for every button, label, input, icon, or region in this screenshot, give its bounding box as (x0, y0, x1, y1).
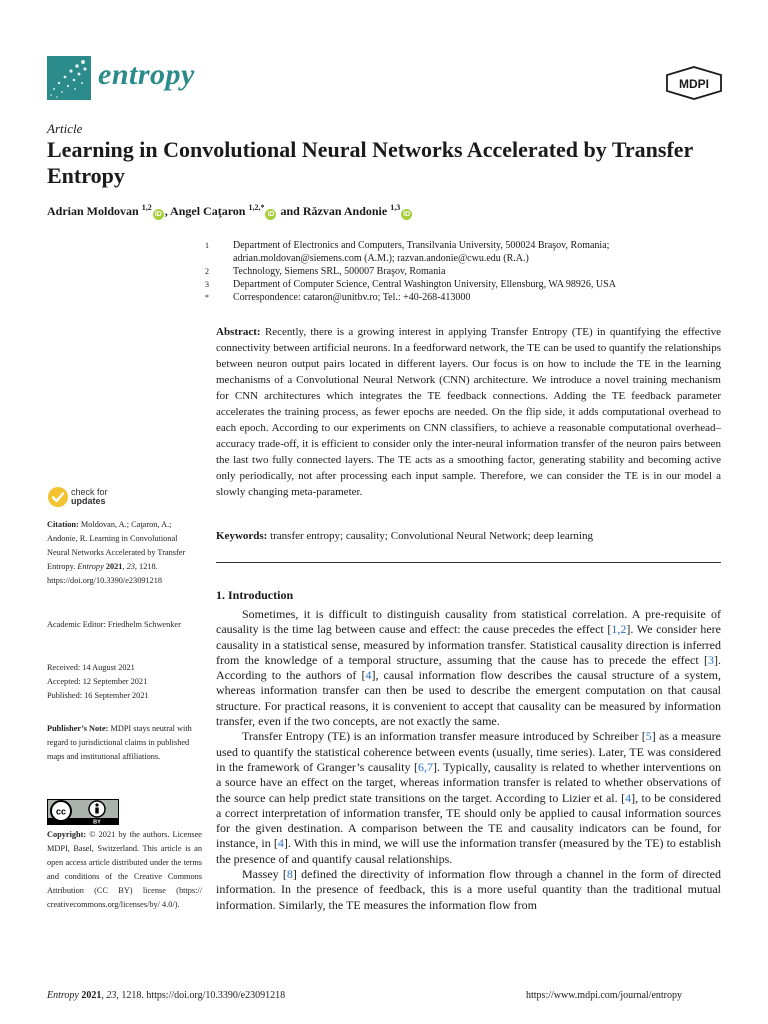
abstract (216, 324, 721, 500)
journal-logo-icon (47, 56, 91, 100)
publisher-name: MDPI (679, 77, 709, 91)
citation-link[interactable]: 1,2 (611, 622, 627, 637)
paragraph (216, 607, 721, 729)
received-date: Received: 14 August 2021 (47, 663, 135, 672)
affiliation-row (205, 265, 725, 278)
paragraph-text: ]. With this in mind, we will use the information transfer (measured by the TE) to establish the presence of and quantify causal relationships. (216, 836, 721, 866)
paragraph-text: Transfer Entropy (TE) is an information transfer measure introduced by Schreiber [ (242, 729, 646, 744)
affiliation-number: 2 (205, 267, 209, 276)
footer-year: 2021 (78, 990, 102, 1001)
orcid-icon[interactable]: iD (154, 211, 162, 218)
affiliation-number: 3 (205, 280, 209, 289)
author-separator: and (277, 204, 303, 218)
article-type: Article (47, 121, 83, 136)
author-separator: , (164, 204, 171, 218)
footer-doi[interactable]: , 1218. https://doi.org/10.3390/e23091218 (116, 990, 286, 1001)
cc-by-label: BY (93, 819, 101, 825)
paragraph-text: ], causal information flow describes the causal structure of a system, whereas information transfer can then be used to describe the emergent computation on that causal structure. For practical reasons, it is convenient to accept that causality can be measured by information transfer, even if the two concepts, are not exactly the same. (216, 668, 721, 729)
citation-link[interactable]: 4 (625, 790, 632, 805)
check-updates-label: check for (71, 487, 108, 497)
section-divider (216, 562, 721, 563)
orcid-icon[interactable]: iD (403, 211, 411, 218)
publisher-note-text: MDPI stays neutral with regard to jurisdictional claims in published maps and institutional affiliations. (47, 724, 192, 761)
mdpi-logo-icon (666, 66, 722, 100)
svg-text:cc: cc (55, 806, 67, 817)
footer-journal: Entropy (47, 990, 79, 1001)
footer-citation (47, 990, 285, 1001)
abstract-text: Recently, there is a growing interest in applying Transfer Entropy (TE) in quantifying the effective connectivity between artificial neurons. In a feedforward network, the TE can be used to quantify the relationships between neuron output pairs located in different layers. Our focus is on how to include the TE in the learning mechanisms of a Convolutional Neural Network (CNN) architecture. We introduce a novel training mechanism for CNN architectures which integrates the TE feedback connections. Adding the TE feedback parameter accelerates the training process, as fewer epochs are needed. On the flip side, it adds computational overhead to each epoch. According to our experiments on CNN classifiers, to achieve a reasonable computational overhead–accuracy trade-off, it is efficient to consider only the inter-neural information transfer of the neuron pairs between the last two fully connected layers. The TE acts as a smoothing factor, generating stability and becoming active only periodically, not after processing each input sample. Therefore, we can consider the TE is in our model a slowly changing meta-parameter. (216, 326, 721, 498)
section-heading: 1. Introduction (216, 588, 294, 602)
introduction-body (216, 607, 721, 913)
copyright-label: Copyright: (47, 830, 87, 839)
affiliation-row (205, 239, 725, 265)
citation-doi[interactable]: , 1218. https://doi.org/10.3390/e23091218 (47, 562, 163, 585)
paragraph-text: Sometimes, it is difficult to distinguish causality from statistical correlation. A pre-requisite of causality is the time lag between cause and effect: the cause precedes the effect [ (216, 607, 721, 637)
paragraph-text: ], to be considered a correct interpretation of information transfer, TE should only be applied to causal information sources for the given destination. A comparison between the TE and causality indicators can be found, for instance, in [ (216, 790, 721, 851)
author-name[interactable]: Răzvan Andonie (302, 204, 388, 218)
affiliation-row (205, 278, 725, 291)
publisher-note (47, 722, 202, 764)
academic-editor: Academic Editor: Friedhelm Schwenker (47, 620, 181, 629)
published-date: Published: 16 September 2021 (47, 691, 149, 700)
check-updates-label: updates (71, 496, 106, 506)
paragraph (216, 729, 721, 867)
citation-year: 2021 (103, 562, 123, 571)
citation-link[interactable]: 5 (645, 729, 652, 744)
publisher-note-label: Publisher’s Note: (47, 724, 109, 733)
citation-journal: Entropy (77, 562, 104, 571)
citation-link[interactable]: 8 (286, 867, 293, 882)
affiliation-number: 1 (205, 241, 209, 250)
affiliation-text: Department of Electronics and Computers, Transilvania University, 500024 Braşov, Romania; adrian.moldovan@siemens.com (A.M.); razvan.andonie@cwu.edu (R.A.) (233, 240, 610, 264)
journal-name: entropy (98, 58, 195, 91)
copyright-text: © 2021 by the authors. Licensee MDPI, Basel, Switzerland. This article is an open access article distributed under the terms and conditions of the Creative Commons Attribution (CC BY) license (https:// creativecommons.org/licenses/by/ 4.0/). (47, 830, 202, 909)
author-name[interactable]: Angel Caţaron (170, 204, 246, 218)
keywords-text: transfer entropy; causality; Convolutional Neural Network; deep learning (267, 530, 593, 542)
affiliation-text: Department of Computer Science, Central Washington University, Ellensburg, WA 98926, USA (233, 279, 616, 290)
author-list (47, 203, 413, 220)
accepted-date: Accepted: 12 September 2021 (47, 677, 148, 686)
paragraph-text: ]. Typically, causality is related to whether interventions on a source have an effect on the target, whereas information transfer is related to whether observations of the source can help predict state transitions on the target. According to Lizier et al. [ (216, 759, 721, 805)
article-title: Learning in Convolutional Neural Networks Accelerated by Transfer Entropy (47, 137, 693, 188)
author-name[interactable]: Adrian Moldovan (47, 204, 139, 218)
article-dates (47, 661, 202, 703)
paragraph-text: ]. We consider here causality in a statistical sense, measured by information transfer. Statistical causality direction is inferred from the knowledge of a temporal structure, assuming that the cause has to precede the effect [ (216, 622, 722, 667)
author-affiliation-marker: 1,3 (390, 203, 401, 212)
paragraph-text: ]. According to the authors of [ (216, 652, 721, 683)
citation-link[interactable]: 4 (365, 668, 372, 683)
footer-journal-url[interactable]: https://www.mdpi.com/journal/entropy (526, 990, 683, 1001)
orcid-icon[interactable]: iD (267, 211, 275, 218)
citation-text: Moldovan, A.; Caţaron, A.; Andonie, R. Learning in Convolutional Neural Networks Accelerated by Transfer Entropy. (47, 520, 186, 571)
copyright-notice (47, 828, 202, 912)
keywords-label: Keywords: (216, 530, 268, 542)
paragraph-text: ] defined the directivity of information flow through a channel in the form of directed information. In the presence of feedback, this is a more useful quantity than the traditional mutual information. Similarly, the TE measures the information flow from (216, 867, 721, 912)
abstract-label: Abstract: (216, 326, 261, 338)
affiliation-row (205, 291, 725, 304)
author-affiliation-marker: 1,2 (141, 203, 152, 212)
paragraph (216, 867, 721, 913)
author-affiliation-marker: 1,2,* (248, 203, 265, 212)
check-for-updates-button[interactable] (47, 486, 167, 512)
correspondence-text: Correspondence: cataron@unitbv.ro; Tel.: +40-268-413000 (233, 292, 471, 303)
cc-by-license-icon[interactable] (47, 799, 119, 825)
check-updates-icon (47, 486, 69, 508)
paragraph-text: ] as a measure used to quantify the statistical coherence between events (usually, time series). Later, TE was considered in the framework of Granger’s causality [ (216, 729, 721, 774)
citation-link[interactable]: 3 (708, 652, 714, 667)
footer-volume: , 23 (101, 990, 117, 1001)
citation-label: Citation: (47, 520, 79, 529)
citation-link[interactable]: 4 (277, 836, 284, 851)
citation-volume: , 23 (122, 562, 135, 571)
citation-link[interactable]: 6,7 (417, 759, 433, 774)
keywords (216, 528, 721, 544)
affiliations (205, 239, 725, 304)
affiliation-number: * (205, 293, 209, 302)
citation-block (47, 518, 202, 588)
paragraph-text: Massey [ (242, 867, 287, 882)
affiliation-text: Technology, Siemens SRL, 500007 Braşov, Romania (233, 266, 446, 277)
